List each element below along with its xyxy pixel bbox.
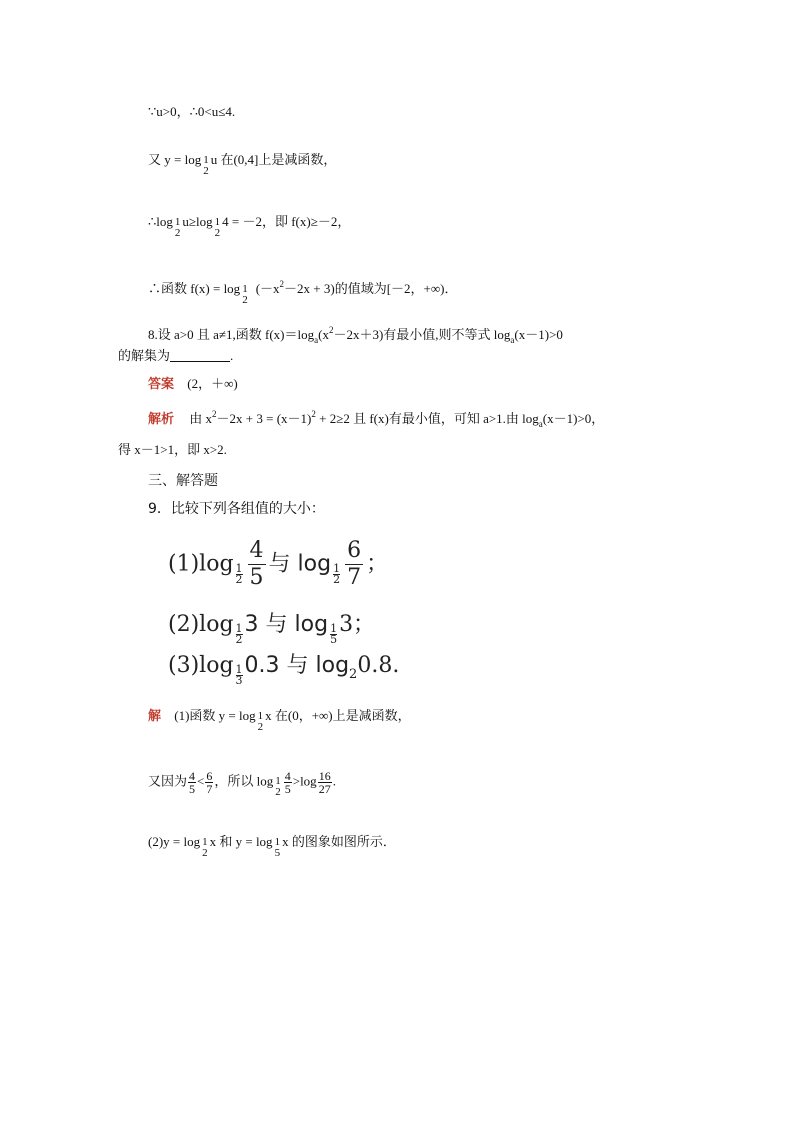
text: －2x + 3)的值域为[－2，+∞)．: [284, 281, 458, 296]
fraction-one-fifth: $\frac{1}{5}$: [330, 622, 338, 646]
text: 的解集为: [118, 348, 171, 363]
fraction-one-third: $\frac{1}{3}$: [235, 663, 243, 687]
text: x 的图象如图所示．: [282, 834, 396, 849]
text: 3；: [339, 612, 376, 637]
text: .: [230, 348, 234, 363]
text: u 在(0,4]上是减函数，: [210, 152, 337, 167]
fraction-one-half: 1 2: [242, 283, 248, 306]
section-heading: 三、解答题: [148, 473, 218, 489]
fraction-one-half: 1 2: [257, 710, 264, 733]
text: ∴log: [148, 214, 173, 229]
fraction-one-half: 1 2: [214, 216, 221, 239]
fraction-one-half: $\frac{1}{2}$: [235, 561, 243, 586]
explanation-line-2: 得 x－1>1，即 x>2.: [118, 442, 227, 457]
question-8-line-1: [148, 322, 563, 348]
text: (x－1)>0: [514, 327, 563, 342]
text: (1)函数 y = log: [174, 708, 256, 723]
text: 又因为: [148, 773, 188, 789]
answer-value: (2，＋∞): [187, 376, 238, 391]
answer-label: 答案: [148, 376, 175, 391]
text: (1)log: [168, 551, 234, 577]
line-decreasing-function: [148, 152, 336, 177]
fraction-one-fifth: 1 5: [274, 836, 281, 859]
explanation-label: 解析: [148, 411, 175, 426]
text: 由 x: [189, 411, 213, 426]
text: + 2≥2 且 f(x)有最小值，可知 a>1.由 log: [315, 411, 539, 426]
text: (2)log: [168, 612, 234, 637]
fraction-one-half: 1 2: [275, 775, 281, 799]
fraction-four-fifths: $\frac{4}{5}$: [284, 769, 291, 796]
text: ；: [366, 551, 389, 577]
log-base: 2: [349, 667, 358, 682]
text: 3 与 log: [244, 612, 329, 637]
problem-9-part-1: [168, 538, 388, 591]
problem-9-part-3: [168, 648, 399, 686]
fraction-six-sevenths: $\frac{6}{7}$: [206, 769, 213, 796]
text: (x－1)>0，: [542, 411, 605, 426]
exponent: 2: [328, 325, 334, 335]
answer-line: [148, 376, 238, 392]
fraction-one-half: $\frac{1}{2}$: [333, 561, 341, 586]
solution-part-2: [148, 834, 396, 859]
fraction-sixteen-twentysevenths: $\frac{16}{27}$: [318, 769, 331, 796]
question-8-line-2: [118, 348, 233, 364]
solution-part-1: [148, 708, 411, 733]
text: 又 y = log: [148, 152, 202, 167]
text: (－x: [255, 281, 280, 296]
fraction-one-half: 1 2: [174, 216, 181, 239]
text: (x: [318, 327, 329, 342]
fraction-one-half: 1 2: [203, 154, 209, 177]
explanation-line-1: [148, 406, 604, 432]
fraction-four-fifths: $\frac{4}{5}$: [249, 538, 264, 590]
text: 与 log: [268, 551, 332, 577]
line-range-result: [148, 276, 457, 306]
log-base: a: [510, 335, 515, 345]
problem-9-part-2: [168, 607, 375, 645]
text: x 在(0，+∞)上是减函数，: [265, 708, 411, 723]
solution-compare: 又因为 $\frac{4}{5}$ < $\frac{6}{7}$ ，所以 log 1 2 $\frac{4}{5}$ >log $\frac{16}{27}$ .: [148, 769, 336, 799]
solution-label: 解: [148, 708, 162, 723]
line-u-range: ∵u>0，∴0<u≤4.: [148, 104, 236, 119]
line-log-inequality: [148, 214, 350, 239]
text: 0.3 与 log: [244, 653, 350, 678]
fraction-four-fifths: $\frac{4}{5}$: [189, 769, 196, 796]
fraction-one-half: 1 2: [202, 836, 208, 859]
fraction-six-sevenths: $\frac{6}{7}$: [347, 538, 362, 590]
exponent: 2: [279, 279, 285, 289]
text: ，所以 log: [214, 773, 274, 789]
text: (2)y = log: [148, 834, 201, 849]
text: 4 = －2，即 f(x)≥－2，: [222, 214, 351, 229]
text: －2x＋3)有最小值,则不等式 log: [333, 327, 511, 342]
text: －2x + 3 = (x－1): [216, 411, 312, 426]
text: 0.8.: [357, 653, 400, 678]
answer-blank: [170, 349, 230, 362]
question-9: 9．比较下列各组值的大小：: [148, 501, 325, 517]
text: u≥log: [182, 214, 213, 229]
text: x 和 y = log: [209, 834, 273, 849]
exponent: 2: [212, 409, 217, 419]
text: >log: [292, 773, 317, 789]
log-base: a: [314, 335, 319, 345]
text: ∴函数 f(x) = log: [148, 281, 241, 296]
text: 8.设 a>0 且 a≠1,函数 f(x)＝log: [148, 327, 315, 342]
exponent: 2: [311, 409, 316, 419]
fraction-one-half: $\frac{1}{2}$: [235, 622, 243, 646]
log-base: a: [538, 419, 543, 429]
text: (3)log: [168, 653, 234, 678]
less-than: <: [197, 773, 205, 789]
